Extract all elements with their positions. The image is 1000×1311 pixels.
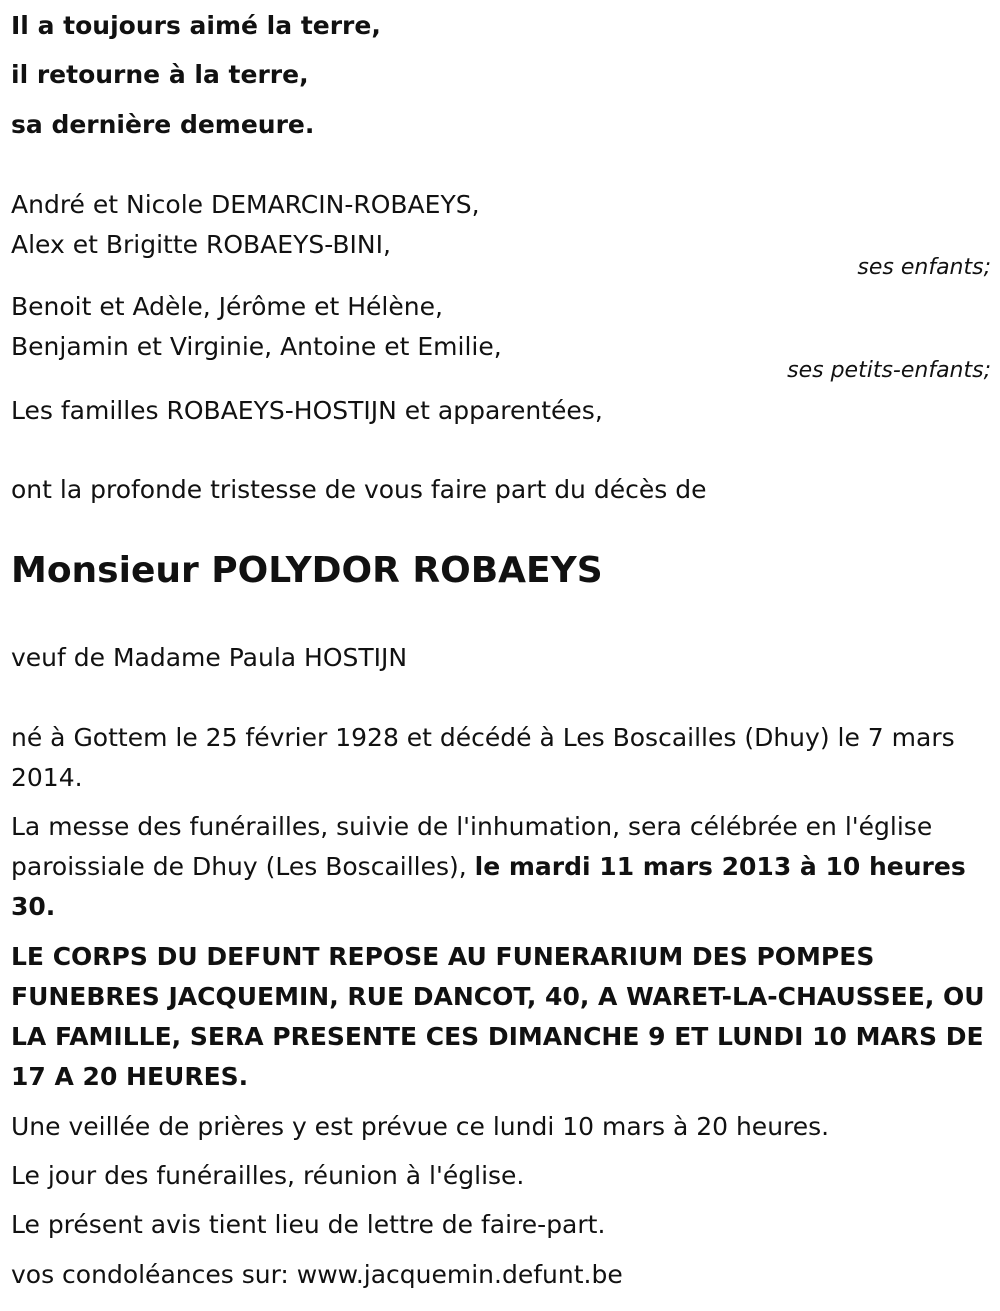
poem-line-3: sa dernière demeure.	[11, 110, 315, 139]
announcement-line: ont la profonde tristesse de vous faire part du décès de	[11, 475, 707, 504]
mass-paragraph	[11, 807, 991, 927]
children-label: ses enfants;	[857, 255, 991, 280]
children-line-1: André et Nicole DEMARCIN-ROBAEYS,	[11, 190, 480, 219]
mass-text: La messe des funérailles, suivie de l'inhumation, sera célébrée en l'église paroissiale de Dhuy (Les Boscailles),	[11, 812, 933, 881]
viewing-paragraph: LE CORPS DU DEFUNT REPOSE AU FUNERARIUM DES POMPES FUNEBRES JACQUEMIN, RUE DANCOT, 40, A WARET-LA-CHAUSSEE, OU LA FAMILLE, SERA PRESENTE CES DIMANCHE 9 ET LUNDI 10 MARS DE 17 A 20 HEURES.	[11, 942, 985, 1091]
grandchildren-label: ses petits-enfants;	[787, 358, 991, 383]
vigil-line: Une veillée de prières y est prévue ce lundi 10 mars à 20 heures.	[11, 1112, 830, 1141]
grandchildren-line-1: Benoit et Adèle, Jérôme et Hélène,	[11, 292, 443, 321]
notice-line: Le présent avis tient lieu de lettre de faire-part.	[11, 1210, 606, 1239]
condolences-line: vos condoléances sur: www.jacquemin.defunt.be	[11, 1260, 623, 1289]
families-line: Les familles ROBAEYS-HOSTIJN et apparentées,	[11, 396, 603, 425]
children-line-2: Alex et Brigitte ROBAEYS-BINI,	[11, 230, 391, 259]
meeting-line: Le jour des funérailles, réunion à l'église.	[11, 1161, 525, 1190]
widow-of-line: veuf de Madame Paula HOSTIJN	[11, 643, 408, 672]
grandchildren-line-2: Benjamin et Virginie, Antoine et Emilie,	[11, 332, 502, 361]
deceased-name: Monsieur POLYDOR ROBAEYS	[11, 550, 603, 591]
birth-death-paragraph: né à Gottem le 25 février 1928 et décédé à Les Boscailles (Dhuy) le 7 mars 2014.	[11, 723, 955, 792]
poem-line-2: il retourne à la terre,	[11, 60, 309, 89]
poem-line-1: Il a toujours aimé la terre,	[11, 11, 381, 40]
mass-date: le mardi 11 mars 2013 à 10 heures 30.	[11, 852, 966, 921]
